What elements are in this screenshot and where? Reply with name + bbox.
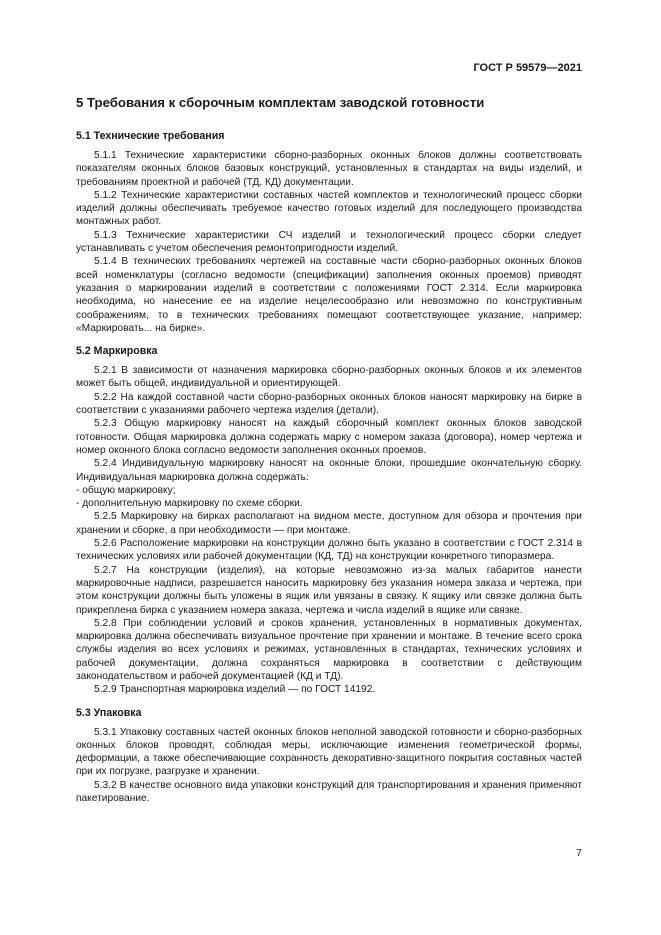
- paragraph: 5.1.2 Технические характеристики составных частей комплектов и технологический процесс сборки изделий должны обеспечивать требуемое качество готовых изделий для последующего производства монтажных работ.: [76, 189, 582, 228]
- paragraph: 5.2.3 Общую маркировку наносят на каждый сборочный комплект оконных блоков заводской готовности. Общая маркировка должна содержать марку с номером заказа (договора), номер чертежа и номер оконного блока согласно ведомости заполнения оконных проемов.: [76, 418, 582, 456]
- subsection-packaging: [76, 706, 582, 806]
- paragraph: 5.2.8 При соблюдении условий и сроков хранения, установленных в нормативных документах, маркировка должна обеспечивать визуальное прочтение при хранении и монтаже. В течение всего срока службы изделия во всех условиях и режимах, установленных в стандартах, технических условиях и рабочей документации, должна сохраняться маркировка в соответствии с действующим законодательством и рабочей документацией (КД и ТД).: [76, 617, 582, 682]
- subsection-technical-requirements: [76, 129, 582, 335]
- paragraph: 5.3.1 Упаковку составных частей оконных блоков неполной заводской готовности и сборно-разборных оконных блоков проводят, соблюдая меры, исключающие изменения геометрической формы, деформации, а также обеспечивающие сохранность декоративно-защитного покрытия составных частей при их погрузке, разгрузке и хранении.: [76, 726, 582, 778]
- subsection-title: 5.2 Маркировка: [76, 345, 158, 358]
- list-item: - общую маркировку;: [76, 484, 176, 496]
- paragraph: 5.2.9 Транспортная маркировка изделий — по ГОСТ 14192.: [94, 684, 376, 696]
- paragraph: 5.2.5 Маркировку на бирках располагают на видном месте, доступном для обзора и прочтения при хранении и сборке, а при необходимости — при монтаже.: [76, 511, 582, 536]
- subsection-title: 5.1 Технические требования: [76, 130, 225, 142]
- subsection-marking: [76, 344, 582, 696]
- paragraph: 5.2.4 Индивидуальную маркировку наносят на оконные блоки, прошедшие окончательную сборку. Индивидуальная маркировка должна содержать:: [76, 458, 582, 483]
- paragraph: 5.2.6 Расположение маркировки на конструкции должно быть указано в соответствии с ГОСТ 2.314 в технических условиях или рабочей документации (КД, ТД) на конструкции конкретного типоразмера.: [76, 538, 582, 563]
- paragraph: 5.1.1 Технические характеристики сборно-разборных оконных блоков должны соответствовать показателям оконных блоков базовых конструкций, установленных в стандартах на виды изделий, и требованиям проектной и рабочей (ТД, КД) документации.: [76, 150, 582, 188]
- page-number: 7: [576, 847, 582, 859]
- subsection-title: 5.3 Упаковка: [76, 706, 142, 719]
- paragraph: 5.2.7 На конструкции (изделия), на которые невозможно из-за малых габаритов нанести маркировочные надписи, разрешается наносить маркировку без указания номера заказа и чертежа, при этом конструкции должны быть уложены в ящик или увязаны в связку. К ящику или связке должна быть прикреплена бирка с указанием номера заказа, чертежа и числа изделий в ящике или связке.: [76, 564, 582, 616]
- section-title: 5 Требования к сборочным комплектам заводской готовности: [76, 95, 485, 110]
- list-item: - дополнительную маркировку по схеме сборки.: [76, 498, 303, 510]
- paragraph: 5.2.2 На каждой составной части сборно-разборных оконных блоков наносят маркировку на бирке в соответствии с указаниями рабочего чертежа изделия (детали).: [76, 391, 582, 417]
- paragraph: 5.2.1 В зависимости от назначения маркировка сборно-разборных оконных блоков и их элементов может быть общей, индивидуальной и ориентирующей.: [76, 365, 582, 390]
- paragraph: 5.1.3 Технические характеристики СЧ изделий и технологический процесс сборки следует устанавливать с учетом обеспечения ремонтопригодности изделий.: [76, 229, 582, 255]
- paragraph: 5.3.2 В качестве основного вида упаковки конструкций для транспортирования и хранения применяют пакетирование.: [76, 779, 582, 805]
- standard-header: ГОСТ Р 59579—2021: [473, 62, 582, 74]
- paragraph: 5.1.4 В технических требованиях чертежей на составные части сборно-разборных оконных блоков всей номенклатуры (согласно ведомости (спецификации) заполнения оконных проемов) приводят указания о маркировании изделий в соответствии с положениями ГОСТ 2.314. Если маркировка необходима, но нанесение ее на изделие нецелесообразно или невозможно по конструктивным соображениям, то в технических требованиях помещают соответствующее указание, например: «Маркировать... на бирке».: [76, 256, 582, 334]
- document-body: [76, 95, 582, 814]
